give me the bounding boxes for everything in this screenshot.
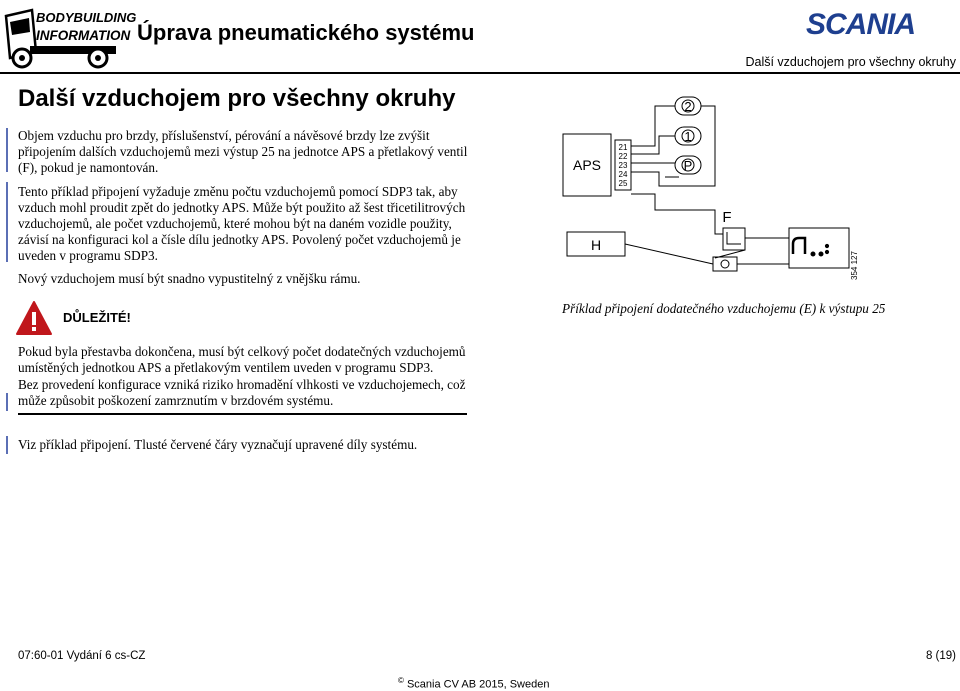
h-label: H xyxy=(590,237,602,253)
important-paragraph-2: Bez provedení konfigurace vzniká riziko hromadění vlhkosti ve vzduchojemech, což může způsobit poškození zamrznutím v brzdovém systému. xyxy=(18,377,466,408)
paragraph-drain: Nový vzduchojem musí být snadno vypustitelný z vnějšku rámu. xyxy=(18,271,361,286)
port-label: 21 xyxy=(618,143,628,152)
paragraph-sdp3: Tento příklad připojení vyžaduje změnu počtu vzduchojemů pomocí SDP3 tak, aby vzduch mohl proudit zpět do jednotky APS. Může být použito až šest třicetilitrových vzduchojemů, ale počet vzduchojemů, které mohou být na daném vozidle použity, závisí na konfiguraci kol a čísle dílu jednotky APS. Povolený počet vzduchojemů je uveden v programu SDP3. xyxy=(18,184,466,263)
circuit-1-label: 1 xyxy=(684,129,692,144)
change-bar xyxy=(6,393,8,411)
figure-caption: Příklad připojení dodatečného vzduchojemu (E) k výstupu 25 xyxy=(562,301,886,316)
important-label: DŮLEŽITÉ! xyxy=(63,310,131,325)
footer-page-number: 8 (19) xyxy=(925,650,956,662)
connector-symbol xyxy=(713,257,737,271)
f-label: F xyxy=(722,209,732,226)
port-label: 22 xyxy=(618,152,628,161)
pneumatic-connection-diagram xyxy=(555,86,875,286)
header-rule xyxy=(0,72,960,74)
warning-icon xyxy=(16,300,52,341)
footer-doc-id: 07:60-01 Vydání 6 cs-CZ xyxy=(18,650,146,662)
copyright-symbol: © xyxy=(398,676,404,685)
document-title: Úprava pneumatického systému xyxy=(137,20,475,45)
change-bar xyxy=(6,128,8,172)
section-title: Další vzduchojem pro všechny okruhy xyxy=(18,85,456,112)
pressure-valve-f xyxy=(723,228,745,250)
port-label: 23 xyxy=(618,161,628,170)
footer-copyright xyxy=(398,676,549,691)
scania-logo: SCANIA xyxy=(806,8,916,41)
logo-text-line2: INFORMATION xyxy=(36,28,131,43)
additional-air-tank xyxy=(789,228,849,268)
change-bar xyxy=(6,182,8,262)
port-label: 25 xyxy=(618,179,628,188)
important-paragraph-1: Pokud byla přestavba dokončena, musí být celkový počet dodatečných vzduchojemů umístěných jednotkou APS a přetlakovým ventilem uveden v programu SDP3. xyxy=(18,344,466,375)
paragraph-intro: Objem vzduchu pro brzdy, příslušenství, pérování a návěsové brzdy lze zvýšit připojením dalších vzduchojemů mezi výstup 25 na jednotce APS a přetlakový ventil (F), pokud je namontován. xyxy=(18,128,468,175)
paragraph-example: Viz příklad připojení. Tlusté červené čáry vyznačují upravené díly systému. xyxy=(18,437,418,452)
circuit-2-label: 2 xyxy=(684,99,692,114)
bodybuilding-information-logo xyxy=(2,2,137,72)
figure-number: 354 127 xyxy=(850,251,859,280)
copyright-text: Scania CV AB 2015, Sweden xyxy=(406,678,550,691)
running-head: Další vzduchojem pro všechny okruhy xyxy=(745,55,956,69)
aps-label: APS xyxy=(572,157,602,173)
logo-text-line1: BODYBUILDING xyxy=(36,10,137,25)
circuit-p-label: P xyxy=(683,158,693,173)
important-end-rule xyxy=(18,413,467,415)
change-bar xyxy=(6,436,8,454)
port-label: 24 xyxy=(618,170,628,179)
